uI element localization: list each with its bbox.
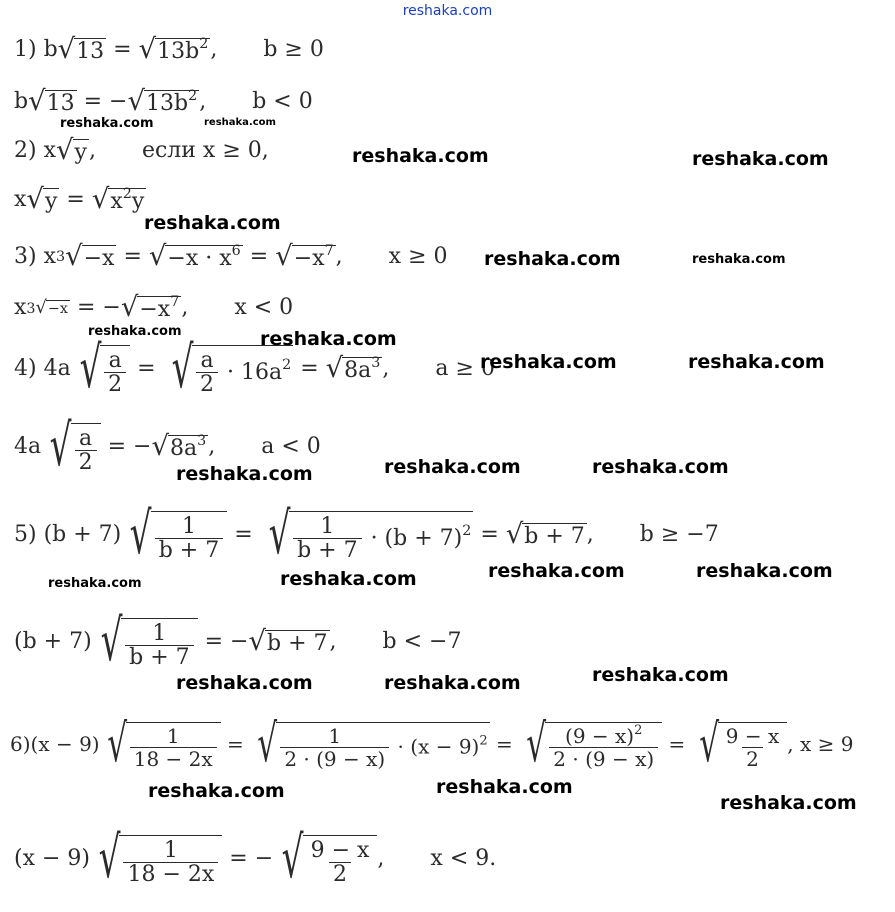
watermark: reshaka.com bbox=[384, 672, 521, 694]
exponent: 2 bbox=[282, 357, 292, 374]
equals: = bbox=[293, 355, 326, 381]
radical: √ $\frac{1}{18 - 2x}$ bbox=[90, 830, 222, 887]
eq-text: x bbox=[14, 186, 27, 212]
exponent: 6 bbox=[231, 243, 241, 260]
equals: = − bbox=[69, 294, 121, 320]
eq-text: 1) b bbox=[14, 36, 58, 62]
condition: b ≥ 0 bbox=[263, 36, 324, 62]
denominator: b + 7 bbox=[293, 538, 362, 563]
numerator: a bbox=[108, 347, 122, 373]
equation-6-negative bbox=[14, 825, 497, 891]
radical: √ $-x^7$ bbox=[275, 240, 334, 272]
equals: = bbox=[227, 521, 260, 547]
eq-text: 5) (b + 7) bbox=[14, 521, 122, 547]
radical: √ $\frac{9 - x}{2}$ bbox=[692, 718, 788, 770]
watermark: reshaka.com bbox=[280, 568, 417, 590]
multiplier: · 16a bbox=[220, 360, 283, 386]
exponent: 7 bbox=[170, 294, 180, 311]
radical: √ $\frac{9 - x}{2}$ bbox=[273, 830, 377, 887]
equation-3-negative bbox=[14, 291, 294, 323]
denominator: 18 − 2x bbox=[130, 747, 217, 770]
fraction bbox=[722, 726, 783, 770]
exponent: 2 bbox=[199, 36, 209, 53]
eq-text: (x − 9) bbox=[14, 845, 90, 871]
watermark: reshaka.com bbox=[204, 117, 276, 128]
radical: √ $13b^2$ bbox=[138, 33, 209, 65]
radicand: 8a bbox=[344, 358, 372, 384]
eq-text: 4a bbox=[14, 433, 42, 459]
condition: b < 0 bbox=[252, 88, 313, 114]
radicand: 13 bbox=[76, 39, 105, 65]
radical: √ $\frac{a}{2}$ · $16a^2$ bbox=[171, 335, 292, 401]
radical: √ $x^2y$ bbox=[91, 183, 145, 215]
denominator: 2 bbox=[104, 372, 126, 397]
denominator: 2 bbox=[75, 450, 97, 475]
equals: = bbox=[130, 355, 163, 381]
numerator: 1 bbox=[328, 724, 342, 748]
equals: = − bbox=[100, 433, 152, 459]
watermark: reshaka.com bbox=[688, 351, 825, 373]
exponent bbox=[26, 296, 70, 318]
radicand: y bbox=[131, 189, 145, 215]
comma: , bbox=[181, 294, 189, 320]
fraction bbox=[123, 839, 218, 887]
watermark: reshaka.com bbox=[48, 576, 142, 591]
watermark: reshaka.com bbox=[176, 672, 313, 694]
radical: √ $\frac{1}{b + 7}$ · $(b + 7)^2$ bbox=[268, 501, 472, 567]
equation-2-positive bbox=[14, 134, 269, 166]
equals: = bbox=[242, 243, 276, 269]
watermark: reshaka.com bbox=[692, 252, 786, 267]
denominator: b + 7 bbox=[125, 645, 194, 670]
equation-3-positive: 3) x 3 √ −x = √ $-x \cdot x^6$ = √ $-x^7$ , x ≥ 0 bbox=[14, 240, 448, 272]
equals: = bbox=[220, 732, 251, 756]
eq-text: 4) 4a bbox=[14, 355, 71, 381]
radical: √ b + 7 bbox=[248, 624, 328, 657]
numerator: 9 − x bbox=[310, 837, 370, 863]
condition: x ≥ 0 bbox=[388, 243, 448, 269]
watermark: reshaka.com bbox=[696, 560, 833, 582]
fraction bbox=[130, 726, 217, 770]
denominator: 2 · (9 − x) bbox=[280, 747, 389, 770]
numerator: a bbox=[200, 347, 214, 373]
comma: , bbox=[208, 433, 216, 459]
eq-text: x bbox=[14, 294, 27, 320]
radicand: 13 bbox=[46, 91, 75, 117]
radical: √ b + 7 bbox=[505, 517, 585, 550]
exponent: 2 bbox=[462, 523, 472, 540]
radical: √ $8a^3$ bbox=[325, 351, 381, 384]
comma: , bbox=[329, 628, 337, 654]
comma: , bbox=[586, 521, 594, 547]
equals: = bbox=[473, 521, 506, 547]
numerator: 1 bbox=[320, 513, 335, 539]
radicand: −x bbox=[47, 300, 68, 317]
numerator: (9 − x) bbox=[565, 724, 635, 748]
fraction bbox=[155, 515, 224, 563]
radical: √ 13 bbox=[57, 33, 105, 65]
comma: , bbox=[88, 137, 96, 163]
denominator: b + 7 bbox=[155, 538, 224, 563]
radicand: x bbox=[110, 189, 123, 215]
watermark: reshaka.com bbox=[720, 792, 857, 814]
equation-5-negative bbox=[14, 608, 462, 674]
radicand: 13b bbox=[146, 91, 189, 117]
radical: √ $\frac{1}{b + 7}$ bbox=[92, 613, 198, 670]
radicand: y bbox=[44, 189, 58, 215]
watermark: reshaka.com bbox=[592, 456, 729, 478]
radicand: −x · x bbox=[167, 246, 232, 272]
watermark: reshaka.com bbox=[148, 780, 285, 802]
exponent: 7 bbox=[324, 243, 334, 260]
numerator: 9 − x bbox=[725, 724, 780, 748]
radical: √ $8a^3$ bbox=[151, 429, 207, 462]
condition: x < 9. bbox=[430, 845, 497, 871]
condition: x < 0 bbox=[234, 294, 294, 320]
equals: = bbox=[106, 36, 139, 62]
equals: = bbox=[489, 732, 520, 756]
multiplier: · (x − 9) bbox=[391, 734, 480, 759]
radical: √ $\frac{(9 - x)^2}{2 \cdot (9 - x)}$ bbox=[519, 718, 662, 770]
denominator: 18 − 2x bbox=[123, 862, 218, 887]
eq-text: 3) x bbox=[14, 243, 56, 269]
fraction bbox=[75, 427, 97, 475]
fraction bbox=[280, 726, 389, 770]
site-link[interactable]: reshaka.com bbox=[402, 3, 493, 19]
fraction bbox=[196, 349, 218, 397]
condition: b < −7 bbox=[382, 628, 462, 654]
equals: = bbox=[116, 243, 149, 269]
numerator: 1 bbox=[152, 620, 167, 646]
watermark: reshaka.com bbox=[260, 328, 397, 350]
radicand: −x bbox=[139, 297, 171, 323]
radical: √ −x bbox=[35, 296, 68, 318]
radical: √ −x bbox=[65, 240, 115, 272]
eq-text: b bbox=[14, 88, 29, 114]
equals: = − bbox=[76, 88, 128, 114]
comma: , bbox=[377, 845, 385, 871]
radical: √ y bbox=[55, 134, 87, 166]
watermark: reshaka.com bbox=[592, 664, 729, 686]
watermark: reshaka.com bbox=[436, 776, 573, 798]
comma: , bbox=[335, 243, 343, 269]
radical: √ $\frac{1}{18 - 2x}$ bbox=[100, 718, 221, 770]
radicand: 13b bbox=[157, 39, 200, 65]
condition: если x ≥ 0, bbox=[141, 137, 269, 163]
fraction bbox=[125, 622, 194, 670]
radicand: −x bbox=[293, 246, 325, 272]
radical: √ $\frac{a}{2}$ bbox=[71, 340, 130, 397]
watermark: reshaka.com bbox=[88, 324, 182, 339]
radical: √ $\frac{1}{2 \cdot (9 - x)}$ · $(x - 9)^2$ bbox=[257, 714, 488, 774]
radical: √ $13b^2$ bbox=[127, 85, 198, 117]
equals: = − bbox=[197, 628, 249, 654]
exponent: 2 bbox=[479, 733, 488, 749]
radical: √ y bbox=[26, 183, 58, 215]
condition: a < 0 bbox=[261, 433, 321, 459]
equals: = bbox=[662, 732, 692, 756]
eq-text: 6)(x − 9) bbox=[10, 732, 100, 756]
radicand: b + 7 bbox=[267, 631, 328, 657]
exponent: 2 bbox=[634, 722, 643, 738]
comma: , bbox=[199, 88, 207, 114]
multiplier: · (b + 7) bbox=[363, 526, 463, 552]
denominator: 2 · (9 − x) bbox=[549, 747, 658, 770]
fraction bbox=[293, 515, 362, 563]
comma: , bbox=[382, 355, 390, 381]
condition: , x ≥ 9 bbox=[787, 732, 854, 756]
watermark: reshaka.com bbox=[480, 351, 617, 373]
watermark: reshaka.com bbox=[488, 560, 625, 582]
radicand: 8a bbox=[169, 436, 198, 462]
condition: b ≥ −7 bbox=[639, 521, 719, 547]
exponent: 3 bbox=[371, 355, 381, 372]
radical: √ $\frac{1}{b + 7}$ bbox=[121, 506, 227, 563]
denominator: 2 bbox=[329, 862, 351, 887]
fraction bbox=[104, 349, 126, 397]
denominator: 2 bbox=[196, 372, 218, 397]
eq-text: 2) x bbox=[14, 137, 56, 163]
numerator: 1 bbox=[166, 724, 180, 748]
watermark: reshaka.com bbox=[60, 116, 154, 131]
radical: √ $-x \cdot x^6$ bbox=[148, 240, 241, 272]
radicand: −x bbox=[83, 246, 115, 272]
watermark: reshaka.com bbox=[144, 212, 281, 234]
radicand: b + 7 bbox=[524, 524, 585, 550]
radical: √ $-x^7$ bbox=[120, 291, 180, 323]
radical: √ $\frac{a}{2}$ bbox=[41, 418, 100, 475]
numerator: a bbox=[79, 425, 93, 451]
comma: , bbox=[210, 36, 218, 62]
watermark: reshaka.com bbox=[352, 145, 489, 167]
exponent: 2 bbox=[122, 186, 132, 203]
equals: = bbox=[59, 186, 92, 212]
radical: √ 13 bbox=[28, 85, 75, 117]
watermark: reshaka.com bbox=[692, 148, 829, 170]
watermark: reshaka.com bbox=[384, 456, 521, 478]
eq-text: (b + 7) bbox=[14, 628, 92, 654]
equation-5-positive bbox=[14, 501, 719, 567]
equals: = − bbox=[222, 845, 274, 871]
equation-2-main bbox=[14, 183, 146, 215]
fraction bbox=[549, 722, 658, 771]
numerator: 1 bbox=[163, 837, 178, 863]
watermark: reshaka.com bbox=[484, 248, 621, 270]
equation-1-positive bbox=[14, 33, 324, 65]
equation-6-positive bbox=[10, 714, 854, 774]
exponent: 3 bbox=[26, 300, 36, 317]
equation-1-negative bbox=[14, 85, 313, 117]
watermark: reshaka.com bbox=[176, 463, 313, 485]
numerator: 1 bbox=[181, 513, 196, 539]
exponent: 2 bbox=[188, 88, 198, 105]
fraction bbox=[307, 839, 374, 887]
denominator: 2 bbox=[742, 747, 763, 770]
condition: a ≥ 0 bbox=[435, 355, 495, 381]
exponent: 3 bbox=[197, 433, 207, 450]
radicand: y bbox=[74, 140, 87, 166]
